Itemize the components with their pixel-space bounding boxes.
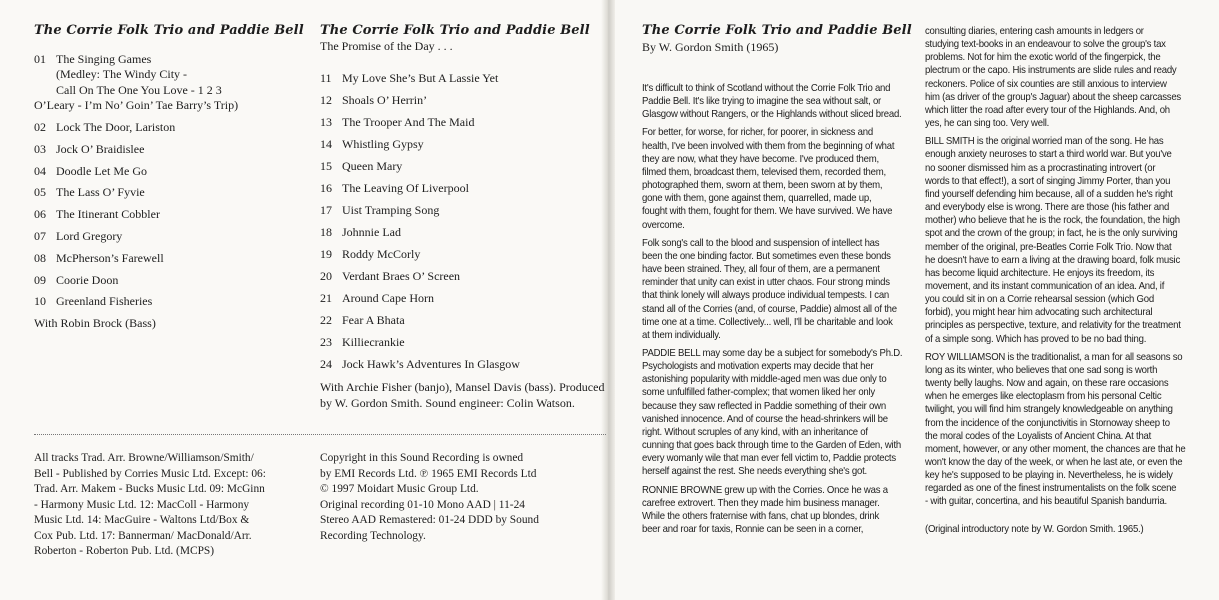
track-item	[34, 164, 304, 179]
track-item	[320, 111, 605, 133]
track-item	[320, 155, 605, 177]
album-title: The Corrie Folk Trio and Paddie Bell	[320, 23, 590, 38]
essay-line: herself against the rest. She needs everything she's got.	[642, 466, 867, 478]
track-number: 16	[320, 181, 332, 196]
essay-line: have been strained. They, all four of them, are a permanent	[642, 264, 880, 276]
track-number: 18	[320, 225, 332, 240]
track-title: My Love She’s But A Lassie Yet	[342, 71, 499, 86]
essay-line: spot and the crown of the group; in fact, he is the only surviving	[925, 228, 1178, 240]
essay-line: While the others fraternise with fans, chat up blondes, drink	[642, 510, 880, 522]
track-title-line: O’Leary - I’m No’ Goin’ Tae Barry’s Trip)	[34, 98, 239, 113]
track-item	[34, 207, 304, 222]
track-item	[320, 331, 605, 353]
track-item	[320, 309, 605, 331]
personnel-note: With Robin Brock (Bass)	[34, 316, 156, 331]
credit-line: © 1997 Moidart Music Group Ltd.	[320, 483, 479, 495]
essay-line: every womanly wile that man ever fell victim to, Paddie protects	[642, 453, 896, 465]
track-title	[56, 207, 160, 222]
essay-line: ROY WILLIAMSON is the traditionalist, a man for all seasons so	[925, 351, 1183, 363]
track-item	[320, 243, 605, 265]
track-title	[56, 185, 145, 200]
track-title: The Trooper And The Maid	[342, 115, 475, 130]
closing-note: (Original introductory note by W. Gordon Smith. 1965.)	[925, 523, 1144, 535]
essay-paragraph	[642, 484, 912, 537]
essay-line: studying text-books in an endeavour to solve the group's tax	[925, 39, 1166, 51]
track-number: 12	[320, 93, 332, 108]
credit-line: Cox Pub. Ltd. 17: Bannerman/ MacDonald/Arr.	[34, 529, 252, 542]
essay-body	[642, 82, 912, 536]
album-subtitle: The Promise of the Day . . .	[320, 39, 453, 53]
essay-line: Paddie Bell. It's like trying to imagine the sea without salt, or	[642, 96, 882, 108]
essay-line: vanished innocence. And of course the head-shrinkers will be	[642, 413, 888, 425]
track-title: Roddy McCorly	[342, 247, 421, 262]
essay-paragraph	[642, 82, 912, 121]
essay-line: right. Without scruples of any kind, with an inheritance of	[642, 426, 868, 438]
essay-paragraph	[642, 237, 912, 342]
track-title-line: The Lass O’ Fyvie	[56, 185, 145, 200]
essay-line: filmed them, broadcast them, televised them, recorded them,	[642, 166, 886, 178]
tracklist	[320, 67, 605, 375]
credit-line: Bell - Published by Corries Music Ltd. Except: 06:	[34, 467, 266, 480]
essay-line: RONNIE BROWNE grew up with the Corries. Once he was a	[642, 484, 888, 496]
track-item	[320, 221, 605, 243]
track-item	[34, 120, 304, 135]
essay-line: cunning that goes back through time to the Garden of Eden, with	[642, 440, 901, 452]
track-title: Shoals O’ Herrin’	[342, 93, 428, 108]
essay-line: forbid), you might hear him advocating such architectural	[925, 307, 1153, 319]
track-number: 03	[34, 141, 46, 156]
track-item	[34, 185, 304, 200]
track-title-line: Call On The One You Love - 1 2 3	[56, 82, 222, 97]
essay-line: stand all of the Corries (and, of course, Paddie) almost all of the	[642, 303, 897, 315]
track-title: Whistling Gypsy	[342, 137, 424, 152]
essay-line: Folk song's call to the blood and suspension of intellect has	[642, 237, 880, 249]
track-title: Around Cape Horn	[342, 291, 434, 306]
essay-line: when he emerges like electoplasm from his personal Celtic	[925, 391, 1162, 403]
essay-line: fought with them, fought for them. We have survived. We have	[642, 206, 893, 218]
essay-line: enough anxiety neuroses to start a third world war. But you've	[925, 149, 1172, 161]
essay-paragraph	[925, 135, 1195, 346]
track-title	[56, 273, 118, 288]
essay-line: Psychologists and motivation experts may decide that her	[642, 361, 874, 373]
essay-line: It's difficult to think of Scotland without the Corrie Folk Trio and	[642, 83, 891, 94]
track-number: 22	[320, 313, 332, 328]
track-number: 19	[320, 247, 332, 262]
essay-line: find yourself defending him because, all of a sudden he's right	[925, 188, 1173, 200]
track-item	[34, 273, 304, 288]
essay-line: has become liquid architecture. He enjoys its freedom, its	[925, 267, 1155, 279]
essay-line: some unfulfilled father-complex; that women liked her only	[642, 387, 875, 399]
track-item	[34, 229, 304, 244]
track-title-line: McPherson’s Farewell	[56, 250, 164, 265]
album-title: The Corrie Folk Trio and Paddie Bell	[34, 23, 304, 38]
track-title-line: The Itinerant Cobbler	[56, 207, 160, 222]
credit-line: Original recording 01-10 Mono AAD | 11-24	[320, 498, 525, 511]
essay-line: reckoners. Police of six counties are still anxious to interview	[925, 78, 1167, 90]
essay-byline: By W. Gordon Smith (1965)	[642, 40, 779, 54]
track-item	[34, 52, 304, 114]
essay-line: which litter the road after every tour of the Highlands. And, oh	[925, 104, 1170, 116]
essay-line: been the one binding factor. But sometimes even these bonds	[642, 250, 891, 262]
track-title	[56, 142, 144, 157]
track-number: 13	[320, 115, 332, 130]
credit-line: All tracks Trad. Arr. Browne/Williamson/Smith/	[34, 452, 254, 464]
track-number: 24	[320, 357, 332, 372]
essay-line: moment, however, or any other moment, the chances are that he	[925, 443, 1186, 455]
essay-line: movement, and its instant communication of an idea. And, if	[925, 280, 1165, 292]
essay-line: photographed them, sworn at them, been sworn at by them,	[642, 180, 883, 192]
track-number: 02	[34, 120, 46, 135]
track-title	[56, 251, 164, 266]
track-title: Killiecrankie	[342, 335, 405, 350]
track-item	[320, 287, 605, 309]
essay-line: Glasgow without Rangers, or the Highlands without sliced bread.	[642, 109, 902, 121]
track-title: Jock Hawk’s Adventures In Glasgow	[342, 357, 520, 372]
essay-line: regarded as one of the finest instrumentalists on the folk scene	[925, 483, 1177, 495]
essay-line: the moral codes of the Loyalists of Ancient China. At that	[925, 430, 1152, 442]
track-item	[320, 89, 605, 111]
essay-body	[925, 25, 1195, 509]
essay-line: member of the original, pre-Beatles Corrie Folk Trio. Now that	[925, 241, 1172, 253]
essay-line: gone with them, gone against them, quarrelled, made up,	[642, 193, 872, 205]
track-number: 17	[320, 203, 332, 218]
track-title: Fear A Bhata	[342, 313, 405, 328]
essay-line: because they saw reflected in Paddie something of their own	[642, 400, 886, 412]
essay-line: he doesn't have to earn a living at the drawing board, folk music	[925, 254, 1181, 266]
track-item	[34, 142, 304, 157]
essay-line: words to that effect!), a sort of singing Jimmy Porter, than you	[925, 175, 1171, 187]
tracklist	[34, 52, 304, 310]
essay-line: BILL SMITH is the original worried man of the song. He has	[925, 136, 1164, 148]
track-number: 08	[34, 250, 46, 265]
essay-line: key he's supposed to be playing in. Nevertheless, he is widely	[925, 470, 1173, 482]
essay-line: him (as driver of the group's Jaguar) about the sheep carcasses	[925, 91, 1181, 103]
track-title: Johnnie Lad	[342, 225, 401, 240]
credit-line: Roberton - Roberton Pub. Ltd. (MCPS)	[34, 545, 215, 557]
track-title-line: Jock O’ Braidislee	[56, 141, 145, 156]
essay-line: won't know the day of the week, or when he last ate, or even the	[925, 457, 1183, 468]
track-number: 11	[320, 71, 332, 86]
essay-line: they are now, what they have become. I've produced them,	[642, 153, 879, 165]
track-title	[56, 229, 122, 244]
essay-line: long as its winter, who believes that one sad song is worth	[925, 364, 1158, 376]
track-title: Queen Mary	[342, 159, 403, 174]
essay-line: consulting diaries, entering cash amounts in ledgers or	[925, 26, 1144, 37]
essay-line: For better, for worse, for richer, for poorer, in sickness and	[642, 127, 873, 139]
essay-line: twilight, you will find him strangely knowledgeable on anything	[925, 404, 1173, 416]
track-item	[320, 353, 605, 375]
track-number: 07	[34, 229, 46, 243]
track-number: 10	[34, 294, 46, 309]
track-title-line: The Singing Games	[56, 52, 152, 66]
essay-line: from the incidence of the conjunctivitis in Stornoway sheep to	[925, 417, 1170, 429]
credit-line: Copyright in this Sound Recording is owned	[320, 452, 524, 464]
track-title	[56, 294, 152, 309]
essay-column-1	[642, 23, 942, 541]
track-item	[34, 294, 304, 309]
essay-paragraph	[925, 25, 1195, 130]
track-title: Verdant Braes O’ Screen	[342, 269, 461, 284]
publishing-credits	[34, 451, 289, 560]
track-title: The Leaving Of Liverpool	[342, 181, 469, 196]
track-title-line: Lock The Door, Lariston	[56, 120, 176, 135]
essay-line: carefree extrovert. Then they made him business manager.	[642, 497, 880, 509]
track-item	[320, 133, 605, 155]
essay-column-2	[925, 25, 1195, 536]
track-title	[56, 164, 147, 179]
essay-line: time one at a time. Collectively... well, I'll be charitable and look	[642, 316, 893, 328]
track-title: Uist Tramping Song	[342, 203, 440, 218]
essay-line: problems. Not for him the exotic world of the fingerpick, the	[925, 52, 1161, 64]
essay-line: beer and roar for taxis, Ronnie can be seen in a corner,	[642, 524, 864, 535]
essay-line: you could sit in on a Corrie rehearsal session (which God	[925, 294, 1154, 306]
essay-line: yes, he can sing too. Very well.	[925, 118, 1050, 130]
essay-line: at them individually.	[642, 329, 721, 341]
essay-line: twenty belly laughs. Now and again, on these rare occasions	[925, 378, 1169, 390]
credit-line: Music Ltd. 14: MacGuire - Waltons Ltd/Box &	[34, 514, 250, 526]
essay-paragraph	[642, 126, 912, 231]
essay-line: that think lonely will always produce individual tempests. I can	[642, 290, 890, 302]
essay-line: of a simple song. Which has proved to be no bad thing.	[925, 333, 1147, 345]
essay-line: mother) who believe that he is the rock, the foundation, the high	[925, 215, 1180, 227]
track-number: 14	[320, 137, 332, 152]
credit-line: - Harmony Music Ltd. 12: MacColl - Harmony	[34, 498, 250, 511]
track-number: 01	[34, 52, 46, 66]
essay-line: astonishing popularity with middle-aged men was due only to	[642, 374, 887, 386]
track-item	[320, 199, 605, 221]
essay-line: plectrum or the capo. His instruments are slide rules and ready	[925, 65, 1177, 77]
tracklist-column-2	[320, 23, 605, 411]
credit-line: Recording Technology.	[320, 529, 426, 542]
essay-line: principles as perspective, texture, and relativity for the treatment	[925, 320, 1181, 332]
copyright-notice	[320, 451, 582, 544]
essay-line: and everybody else is wrong. There are those (his father and	[925, 202, 1170, 214]
credit-line: Trad. Arr. Makem - Bucks Music Ltd. 09: McGinn	[34, 483, 265, 495]
track-item	[320, 177, 605, 199]
track-title-line: Doodle Let Me Go	[56, 163, 147, 178]
track-title	[56, 120, 175, 135]
essay-line: PADDIE BELL may some day be a subject for somebody's Ph.D.	[642, 347, 903, 359]
track-number: 06	[34, 207, 46, 222]
track-title-line: Greenland Fisheries	[56, 294, 153, 309]
essay-line: overcome.	[642, 219, 685, 231]
track-title-line: Coorie Doon	[56, 272, 119, 287]
track-item	[320, 265, 605, 287]
essay-line: - with guitar, concertina, and his beautiful Spanish bandurria.	[925, 496, 1167, 508]
tracklist-column-1	[34, 23, 304, 332]
track-number: 09	[34, 272, 46, 287]
section-divider	[34, 434, 606, 435]
track-item	[320, 67, 605, 89]
essay-paragraph	[925, 351, 1195, 509]
track-number: 20	[320, 269, 332, 284]
essay-title: The Corrie Folk Trio and Paddie Bell	[642, 23, 912, 38]
essay-line: no sooner dismissed him as a procrastinating introvert (or	[925, 162, 1156, 174]
track-title-line: (Medley: The Windy City -	[56, 67, 188, 82]
personnel-note: With Archie Fisher (banjo), Mansel Davis (bass). Produced by W. Gordon Smith. Sound engineer: Colin Watson.	[320, 380, 605, 410]
track-title-line: Lord Gregory	[56, 229, 123, 243]
essay-line: health, I've been involved with them from the beginning of what	[642, 140, 895, 152]
credit-line: by EMI Records Ltd. ℗ 1965 EMI Records Ltd	[320, 467, 537, 480]
track-number: 04	[34, 163, 46, 178]
essay-paragraph	[642, 347, 912, 479]
essay-line: reminder that unity can exist in utter chaos. Four strong minds	[642, 277, 890, 289]
track-number: 23	[320, 335, 332, 350]
track-number: 15	[320, 159, 332, 174]
track-item	[34, 251, 304, 266]
credit-line: Stereo AAD Remastered: 01-24 DDD by Sound	[320, 514, 539, 526]
track-number: 05	[34, 185, 46, 200]
track-number: 21	[320, 291, 332, 306]
